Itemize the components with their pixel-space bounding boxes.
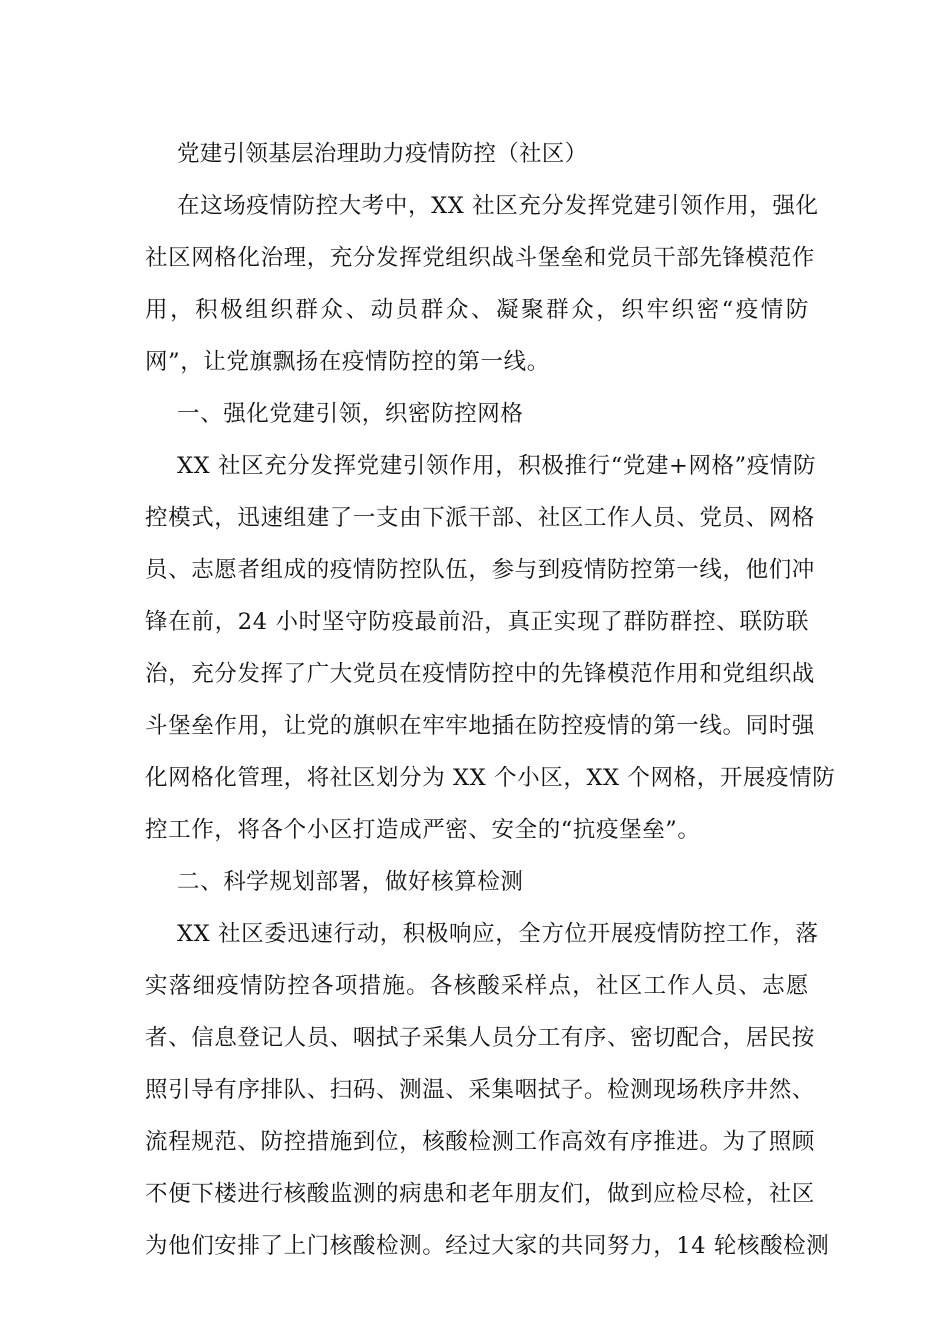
paragraph-line: 用，积极组织群众、动员群众、凝聚群众，织牢织密“疫情防 — [145, 297, 809, 323]
paragraph-line: 斗堡垒作用，让党的旗帜在牢牢地插在防控疫情的第一线。同时强 — [145, 713, 815, 739]
paragraph-line: 治，充分发挥了广大党员在疫情防控中的先锋模范作用和党组织战 — [145, 661, 815, 687]
paragraph-line: 员、志愿者组成的疫情防控队伍，参与到疫情防控第一线，他们冲 — [145, 557, 815, 583]
paragraph-section-1 — [145, 440, 836, 856]
section-heading-1: 一、强化党建引领，织密防控网格 — [177, 401, 524, 427]
paragraph-line: 网”，让党旗飘扬在疫情防控的第一线。 — [145, 349, 550, 375]
paragraph-line: 为他们安排了上门核酸检测。经过大家的共同努力，14 轮核酸检测 — [145, 1233, 830, 1259]
paragraph-line: 控工作，将各个小区打造成严密、安全的“抗疫堡垒”。 — [145, 817, 701, 843]
paragraph-intro — [145, 180, 819, 388]
paragraph-line: 实落细疫情防控各项措施。各核酸采样点，社区工作人员、志愿 — [145, 973, 809, 999]
document-body — [145, 128, 836, 1272]
paragraph-line: 锋在前，24 小时坚守防疫最前沿，真正实现了群防群控、联防联 — [145, 609, 809, 635]
paragraph-line: 者、信息登记人员、咽拭子采集人员分工有序、密切配合，居民按 — [145, 1025, 815, 1051]
paragraph-line: XX 社区充分发挥党建引领作用，积极推行“党建+网格”疫情防 — [177, 453, 817, 479]
paragraph-line: XX 社区委迅速行动，积极响应，全方位开展疫情防控工作，落 — [177, 921, 819, 947]
paragraph-line: 不便下楼进行核酸监测的病患和老年朋友们，做到应检尽检，社区 — [145, 1181, 815, 1207]
paragraph-line: 社区网格化治理，充分发挥党组织战斗堡垒和党员干部先锋模范作 — [145, 245, 815, 271]
paragraph-line: 化网格化管理，将社区划分为 XX 个小区，XX 个网格，开展疫情防 — [145, 765, 836, 791]
paragraph-section-2 — [145, 908, 830, 1272]
paragraph-line: 流程规范、防控措施到位，核酸检测工作高效有序推进。为了照顾 — [145, 1129, 815, 1155]
paragraph-line: 控模式，迅速组建了一支由下派干部、社区工作人员、党员、网格 — [145, 505, 815, 531]
document-title: 党建引领基层治理助力疫情防控（社区） — [177, 141, 588, 167]
paragraph-line: 在这场疫情防控大考中，XX 社区充分发挥党建引领作用，强化 — [177, 193, 819, 219]
paragraph-line: 照引导有序排队、扫码、测温、采集咽拭子。检测现场秩序井然、 — [145, 1077, 815, 1103]
section-heading-2: 二、科学规划部署，做好核算检测 — [177, 869, 524, 895]
